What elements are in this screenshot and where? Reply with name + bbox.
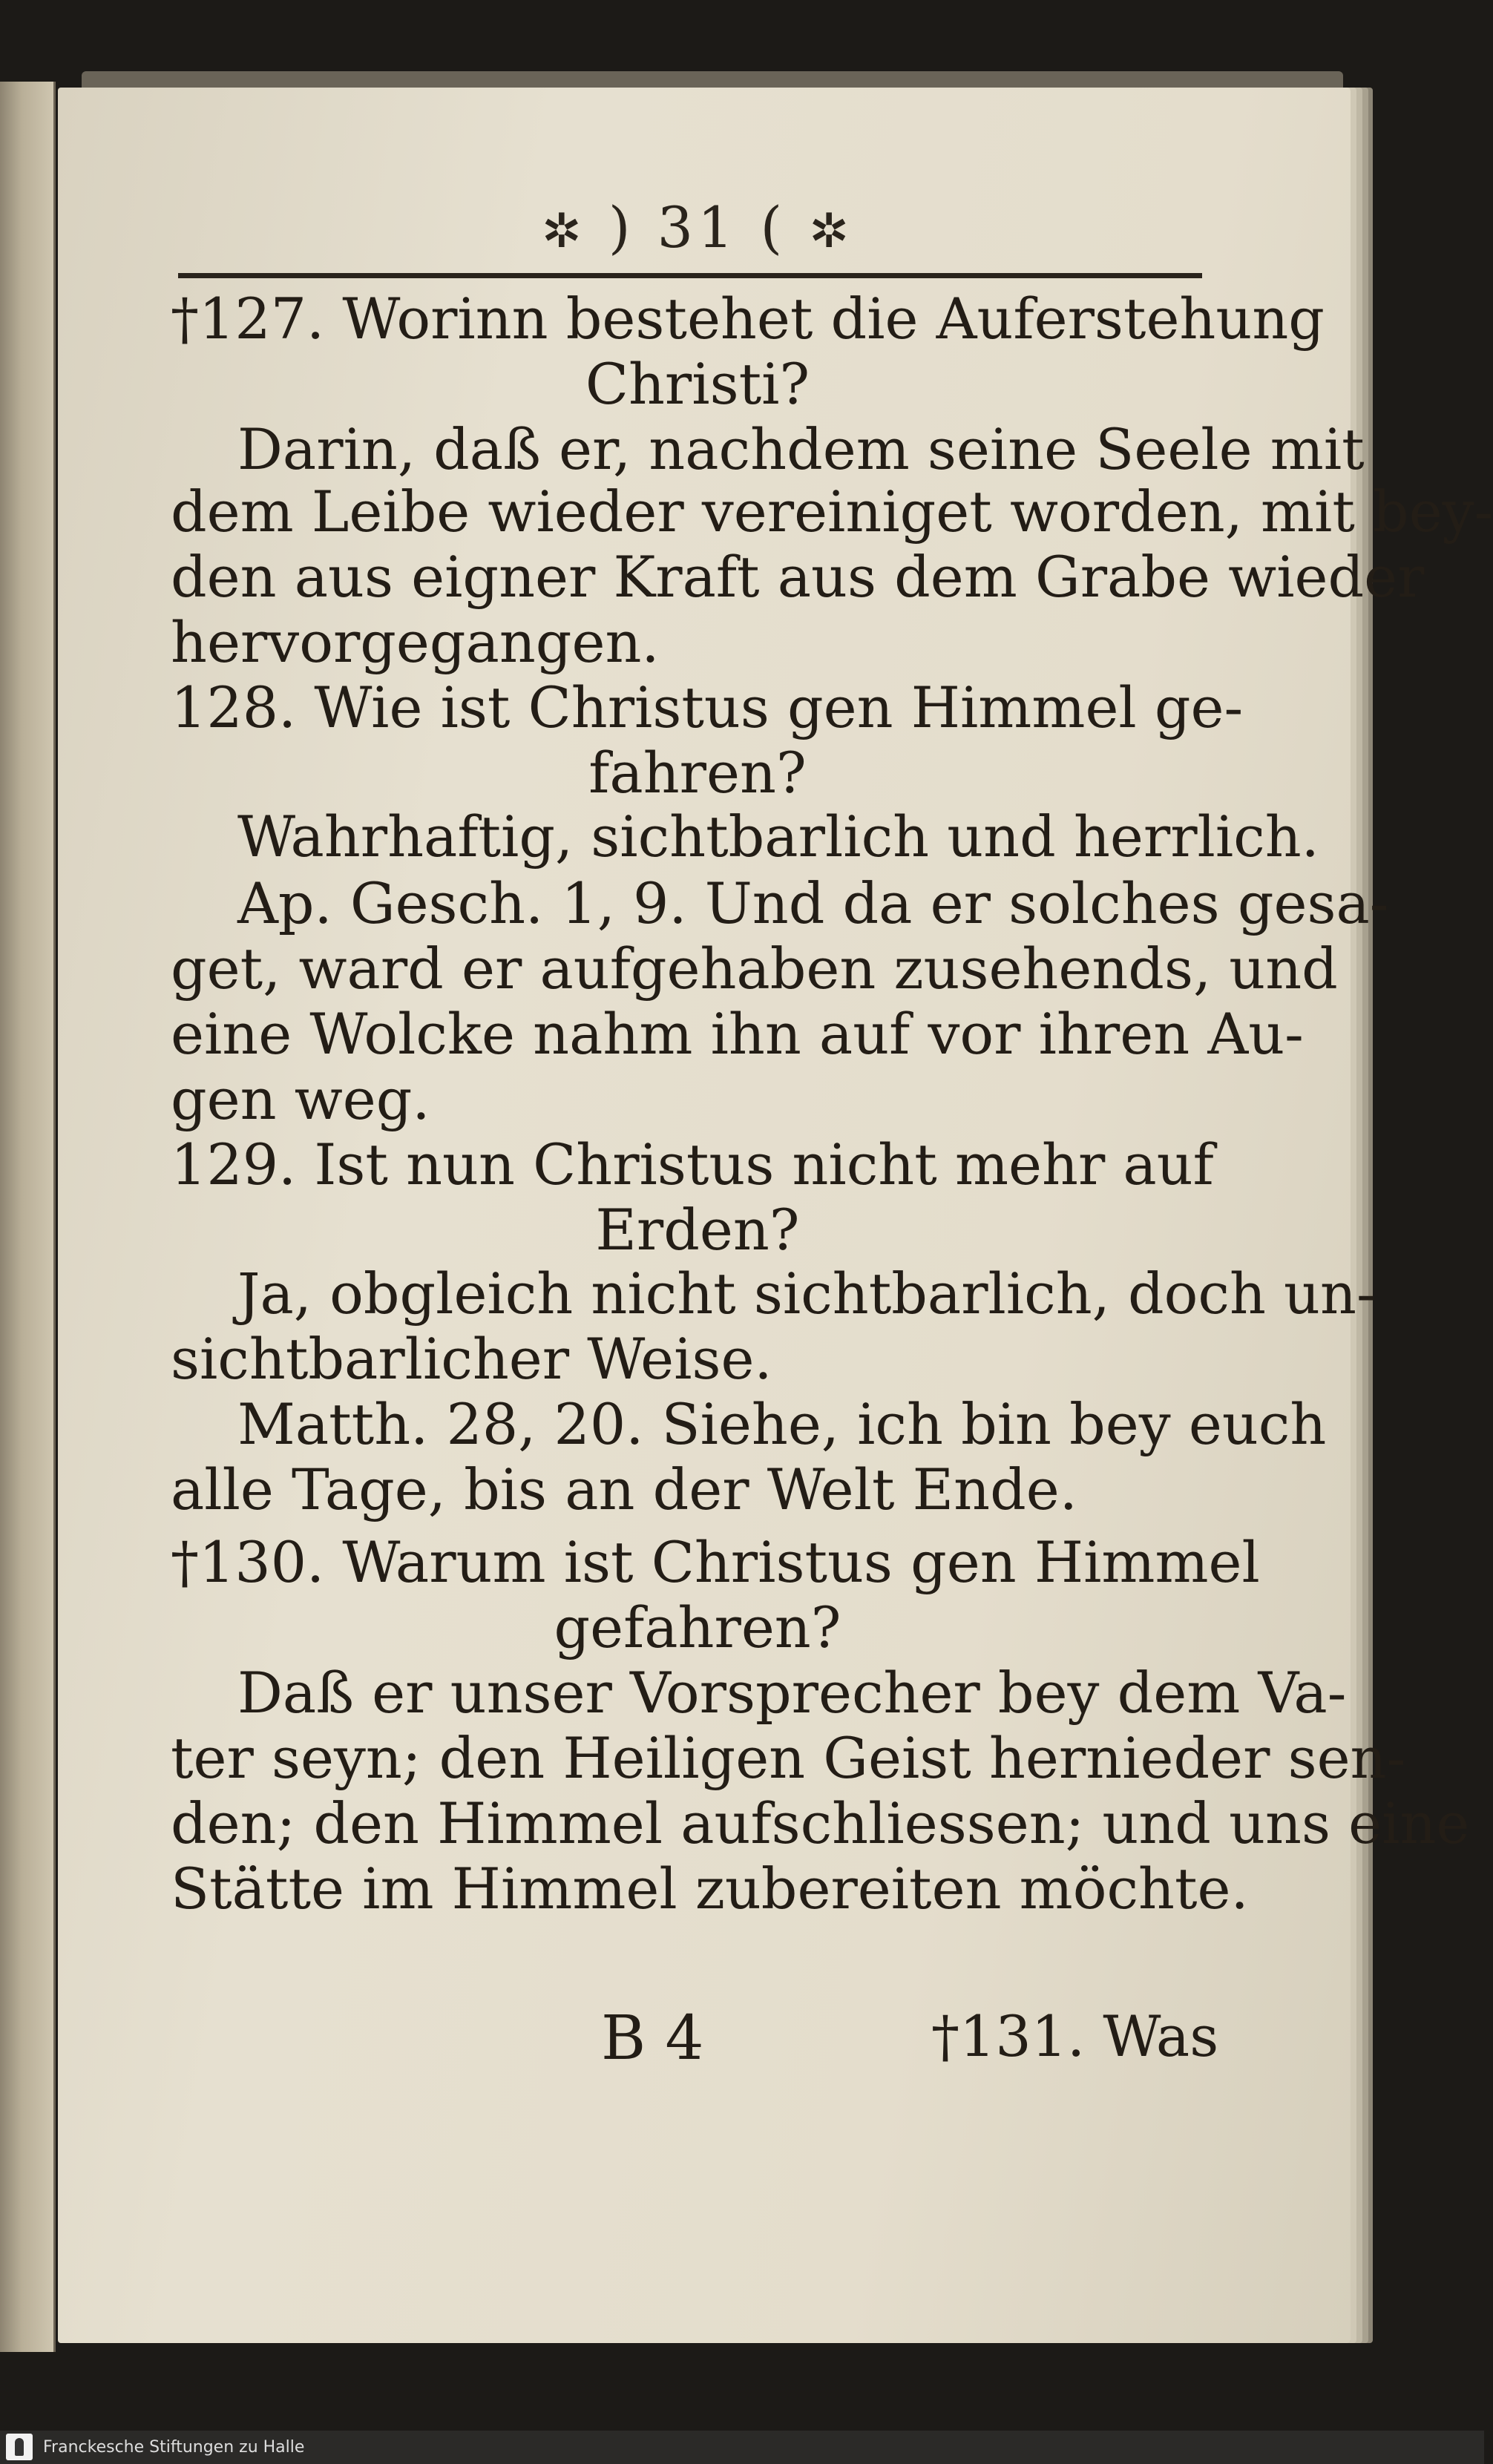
credit-text: Franckesche Stiftungen zu Halle [43,2438,305,2457]
question-line: Erden? [595,1197,800,1263]
answer-line: dem Leibe wieder vereiniget worden, mit bey- [171,479,1493,545]
book-top-edge [82,71,1343,89]
scripture-line: gen weg. [171,1066,430,1132]
signature-mark: B 4 [601,2003,704,2074]
viewer-footer-bar [0,2431,1484,2464]
question-line: fahren? [588,740,807,806]
answer-line: Wahrhaftig, sichtbarlich und herrlich. [237,804,1319,870]
answer-line: sichtbarlicher Weise. [171,1326,772,1392]
question-line: 128. Wie ist Christus gen Himmel ge- [171,674,1244,740]
question-line: †130. Warum ist Christus gen Himmel [171,1529,1260,1595]
header-rule [178,273,1202,278]
scripture-line: alle Tage, bis an der Welt Ende. [171,1456,1077,1522]
answer-line: Ja, obgleich nicht sichtbarlich, doch un- [237,1261,1376,1327]
answer-line: Darin, daß er, nachdem seine Seele mit [237,416,1365,482]
question-line: †127. Worinn bestehet die Auferstehung [171,286,1325,352]
scripture-line: get, ward er aufgehaben zusehends, und [171,936,1338,1002]
catchword: †131. Was [931,2003,1219,2069]
institution-logo-icon [6,2434,33,2460]
answer-line: den aus eigner Kraft aus dem Grabe wieder [171,544,1425,610]
question-line: Christi? [585,351,810,417]
scripture-line: eine Wolcke nahm ihn auf vor ihren Au- [171,1001,1304,1067]
ornament-star-icon: ✲ [809,204,853,259]
adjacent-page-edge [0,82,56,2352]
page-header [490,194,905,269]
answer-line: Daß er unser Vorsprecher bey dem Va- [237,1660,1347,1726]
question-line: 129. Ist nun Christus nicht mehr auf [171,1131,1214,1197]
page-number: ) 31 ( [608,194,787,260]
answer-line: hervorgegangen. [171,609,660,675]
ornament-star-icon: ✲ [542,204,586,259]
answer-line: den; den Himmel aufschliessen; und uns eine [171,1790,1470,1856]
scripture-line: Matth. 28, 20. Siehe, ich bin bey euch [237,1391,1327,1457]
question-line: gefahren? [554,1594,841,1660]
answer-line: Stätte im Himmel zubereiten möchte. [171,1856,1249,1922]
scripture-line: Ap. Gesch. 1, 9. Und da er solches gesa- [237,870,1389,936]
answer-line: ter seyn; den Heiligen Geist hernieder sen- [171,1725,1406,1791]
